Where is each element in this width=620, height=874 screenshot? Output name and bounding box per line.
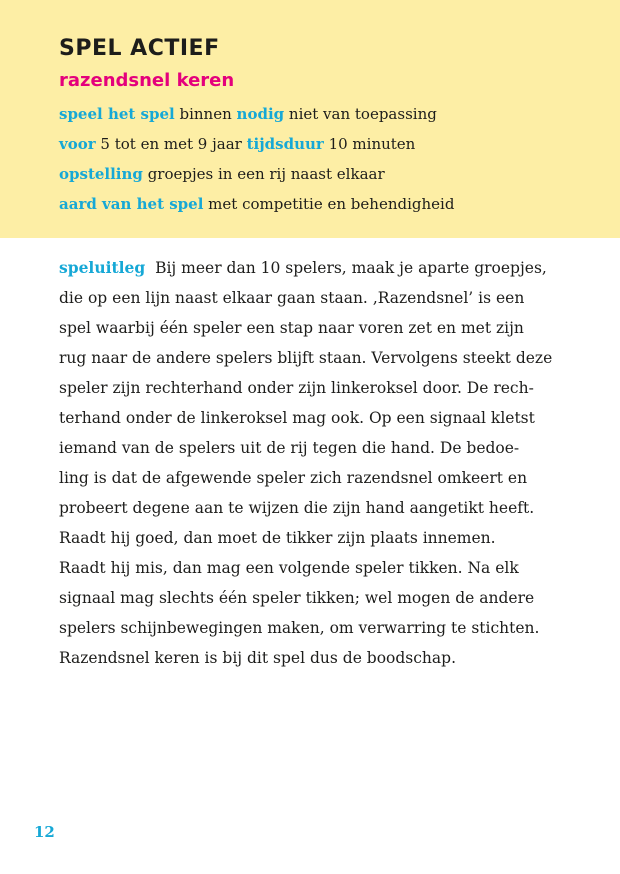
page-title: SPEL ACTIEF: [59, 36, 220, 61]
explanation-line: die op een lijn naast elkaar gaan staan. ‚Razendsnel’ is een: [59, 289, 525, 307]
meta-row-age: [59, 134, 415, 154]
page-number: 12: [34, 823, 55, 841]
explanation-line: Raadt hij goed, dan moet de tikker zijn plaats innemen.: [59, 529, 496, 547]
explanation-line: [59, 253, 559, 283]
meta-label-duration: tijdsduur: [246, 135, 324, 153]
explanation-line: probeert degene aan te wijzen die zijn hand aangetikt heeft.: [59, 499, 535, 517]
explanation-line: spel waarbij één speler een stap naar voren zet en met zijn: [59, 319, 524, 337]
meta-value-needed: niet van toepassing: [288, 105, 437, 123]
game-explanation: [59, 253, 559, 673]
explanation-label: speluitleg: [59, 258, 146, 277]
meta-label-play: speel het spel: [59, 105, 175, 123]
explanation-line: spelers schijnbewegingen maken, om verwarring te stichten.: [59, 619, 540, 637]
game-name: razendsnel keren: [59, 70, 235, 91]
explanation-line: iemand van de spelers uit de rij tegen die hand. De bedoe-: [59, 439, 520, 457]
explanation-line: Raadt hij mis, dan mag een volgende speler tikken. Na elk: [59, 559, 519, 577]
explanation-line: rug naar de andere spelers blijft staan. Vervolgens steekt deze: [59, 349, 553, 367]
explanation-line: ling is dat de afgewende speler zich razendsnel omkeert en: [59, 469, 528, 487]
explanation-line: Razendsnel keren is bij dit spel dus de boodschap.: [59, 649, 457, 667]
explanation-line: signaal mag slechts één speler tikken; wel mogen de andere: [59, 589, 535, 607]
meta-value-formation: groepjes in een rij naast elkaar: [147, 165, 385, 183]
header-panel: [0, 0, 620, 238]
meta-value-type: met competitie en behendigheid: [208, 195, 455, 213]
explanation-line: terhand onder de linkeroksel mag ook. Op een signaal kletst: [59, 409, 535, 427]
meta-label-type: aard van het spel: [59, 195, 204, 213]
meta-label-needed: nodig: [236, 105, 285, 123]
explanation-line: speler zijn rechterhand onder zijn linkeroksel door. De rech-: [59, 379, 534, 397]
meta-row-formation: [59, 164, 385, 184]
meta-label-formation: opstelling: [59, 165, 143, 183]
meta-row-setting: [59, 104, 437, 124]
meta-value-play: binnen: [179, 105, 232, 123]
explanation-line-text: Bij meer dan 10 spelers, maak je aparte groepjes,: [155, 259, 547, 277]
meta-value-duration: 10 minuten: [328, 135, 416, 153]
meta-row-type: [59, 194, 454, 214]
meta-value-for: 5 tot en met 9 jaar: [100, 135, 242, 153]
meta-label-for: voor: [59, 135, 96, 153]
